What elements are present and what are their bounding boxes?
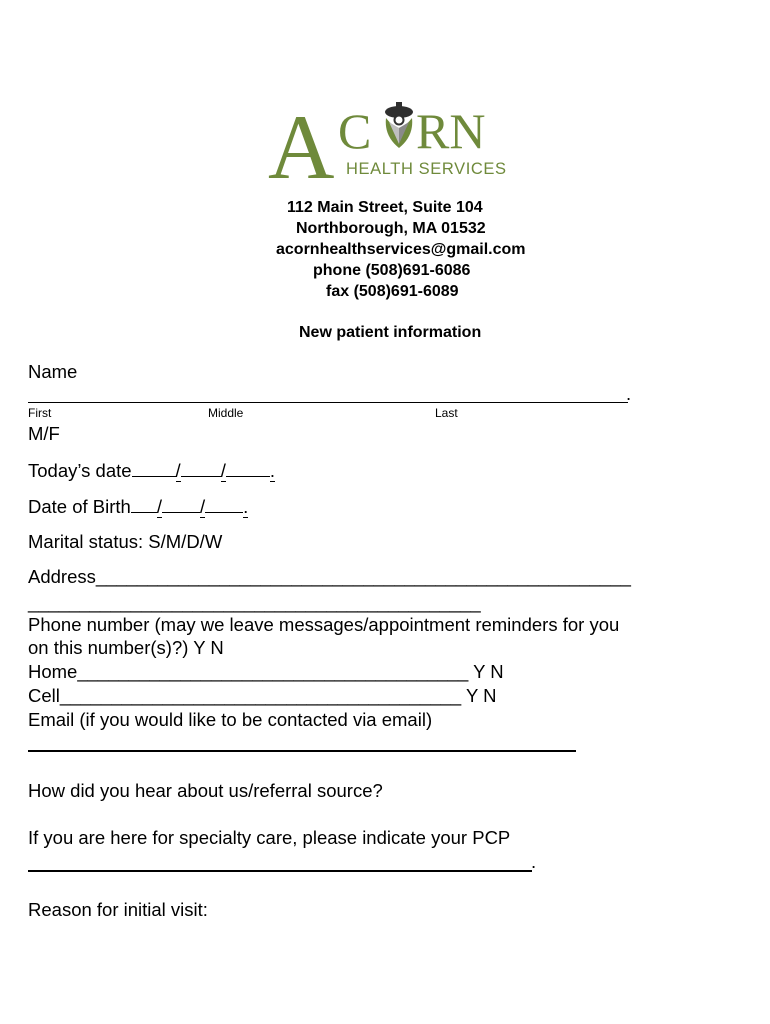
- acorn-icon: [385, 102, 413, 148]
- address-blank[interactable]: ____________________________________________________: [95, 566, 631, 587]
- phone-question-line1: Phone number (may we leave messages/appointment reminders for you: [28, 614, 620, 635]
- name-period: .: [626, 383, 632, 404]
- reason-label: Reason for initial visit:: [28, 899, 208, 920]
- address-label: Address: [28, 566, 96, 587]
- address-city: Northborough, MA 01532: [296, 220, 486, 237]
- middle-label: Middle: [208, 406, 244, 420]
- marital-status: Marital status: S/M/D/W: [28, 531, 223, 552]
- date-separator: /: [199, 496, 206, 517]
- name-label: Name: [28, 361, 78, 382]
- home-phone-blank[interactable]: ______________________________________: [77, 661, 469, 682]
- address-street: 112 Main Street, Suite 104: [287, 199, 483, 216]
- dob-label: Date of Birth: [28, 496, 131, 517]
- dob-row: [28, 495, 248, 518]
- email-line[interactable]: [28, 750, 576, 752]
- home-yn: Y N: [468, 661, 504, 682]
- dob-year[interactable]: [205, 495, 243, 513]
- dob-period: .: [243, 496, 249, 517]
- home-label: Home: [28, 661, 78, 682]
- sex-label: M/F: [28, 423, 60, 444]
- todays-date-label: Today’s date: [28, 460, 132, 481]
- dob-day[interactable]: [162, 495, 200, 513]
- pcp-line[interactable]: [28, 870, 532, 872]
- home-phone-row[interactable]: [28, 661, 504, 683]
- logo-letters-rn: RN: [416, 103, 486, 159]
- address-blank-2[interactable]: ____________________________________________: [28, 592, 481, 613]
- pcp-question: If you are here for specialty care, please indicate your PCP: [28, 827, 511, 848]
- cell-label: Cell: [28, 685, 60, 706]
- todays-date-row: [28, 459, 275, 482]
- email-label: Email (if you would like to be contacted via email): [28, 709, 433, 730]
- todays-date-period: .: [269, 460, 275, 481]
- cell-phone-row[interactable]: [28, 685, 496, 707]
- logo-letter-c: C: [338, 103, 372, 159]
- address-fax: fax (508)691-6089: [326, 283, 459, 300]
- logo-letter-a: A: [268, 98, 335, 182]
- cell-yn: Y N: [461, 685, 497, 706]
- address-row[interactable]: [28, 566, 631, 588]
- pcp-period: .: [531, 851, 537, 872]
- form-title: New patient information: [299, 324, 482, 341]
- cell-phone-blank[interactable]: _______________________________________: [59, 685, 462, 706]
- dob-month[interactable]: [131, 495, 157, 513]
- date-separator: /: [175, 460, 181, 481]
- date-separator: /: [156, 496, 162, 517]
- address-email: acornhealthservices@gmail.com: [276, 241, 526, 258]
- acorn-logo: [268, 98, 524, 182]
- first-label: First: [28, 406, 52, 420]
- address-phone: phone (508)691-6086: [313, 262, 471, 279]
- logo-subtitle: HEALTH SERVICES: [346, 160, 507, 178]
- todays-date-year[interactable]: [226, 459, 270, 477]
- todays-date-day[interactable]: [181, 459, 221, 477]
- phone-question-line2: on this number(s)?) Y N: [28, 637, 224, 658]
- todays-date-month[interactable]: [132, 459, 176, 477]
- referral-question: How did you hear about us/referral source?: [28, 780, 383, 801]
- name-line[interactable]: [28, 402, 628, 403]
- acorn-logo-graphic: [268, 98, 524, 182]
- last-label: Last: [435, 406, 458, 420]
- date-separator: /: [220, 460, 226, 481]
